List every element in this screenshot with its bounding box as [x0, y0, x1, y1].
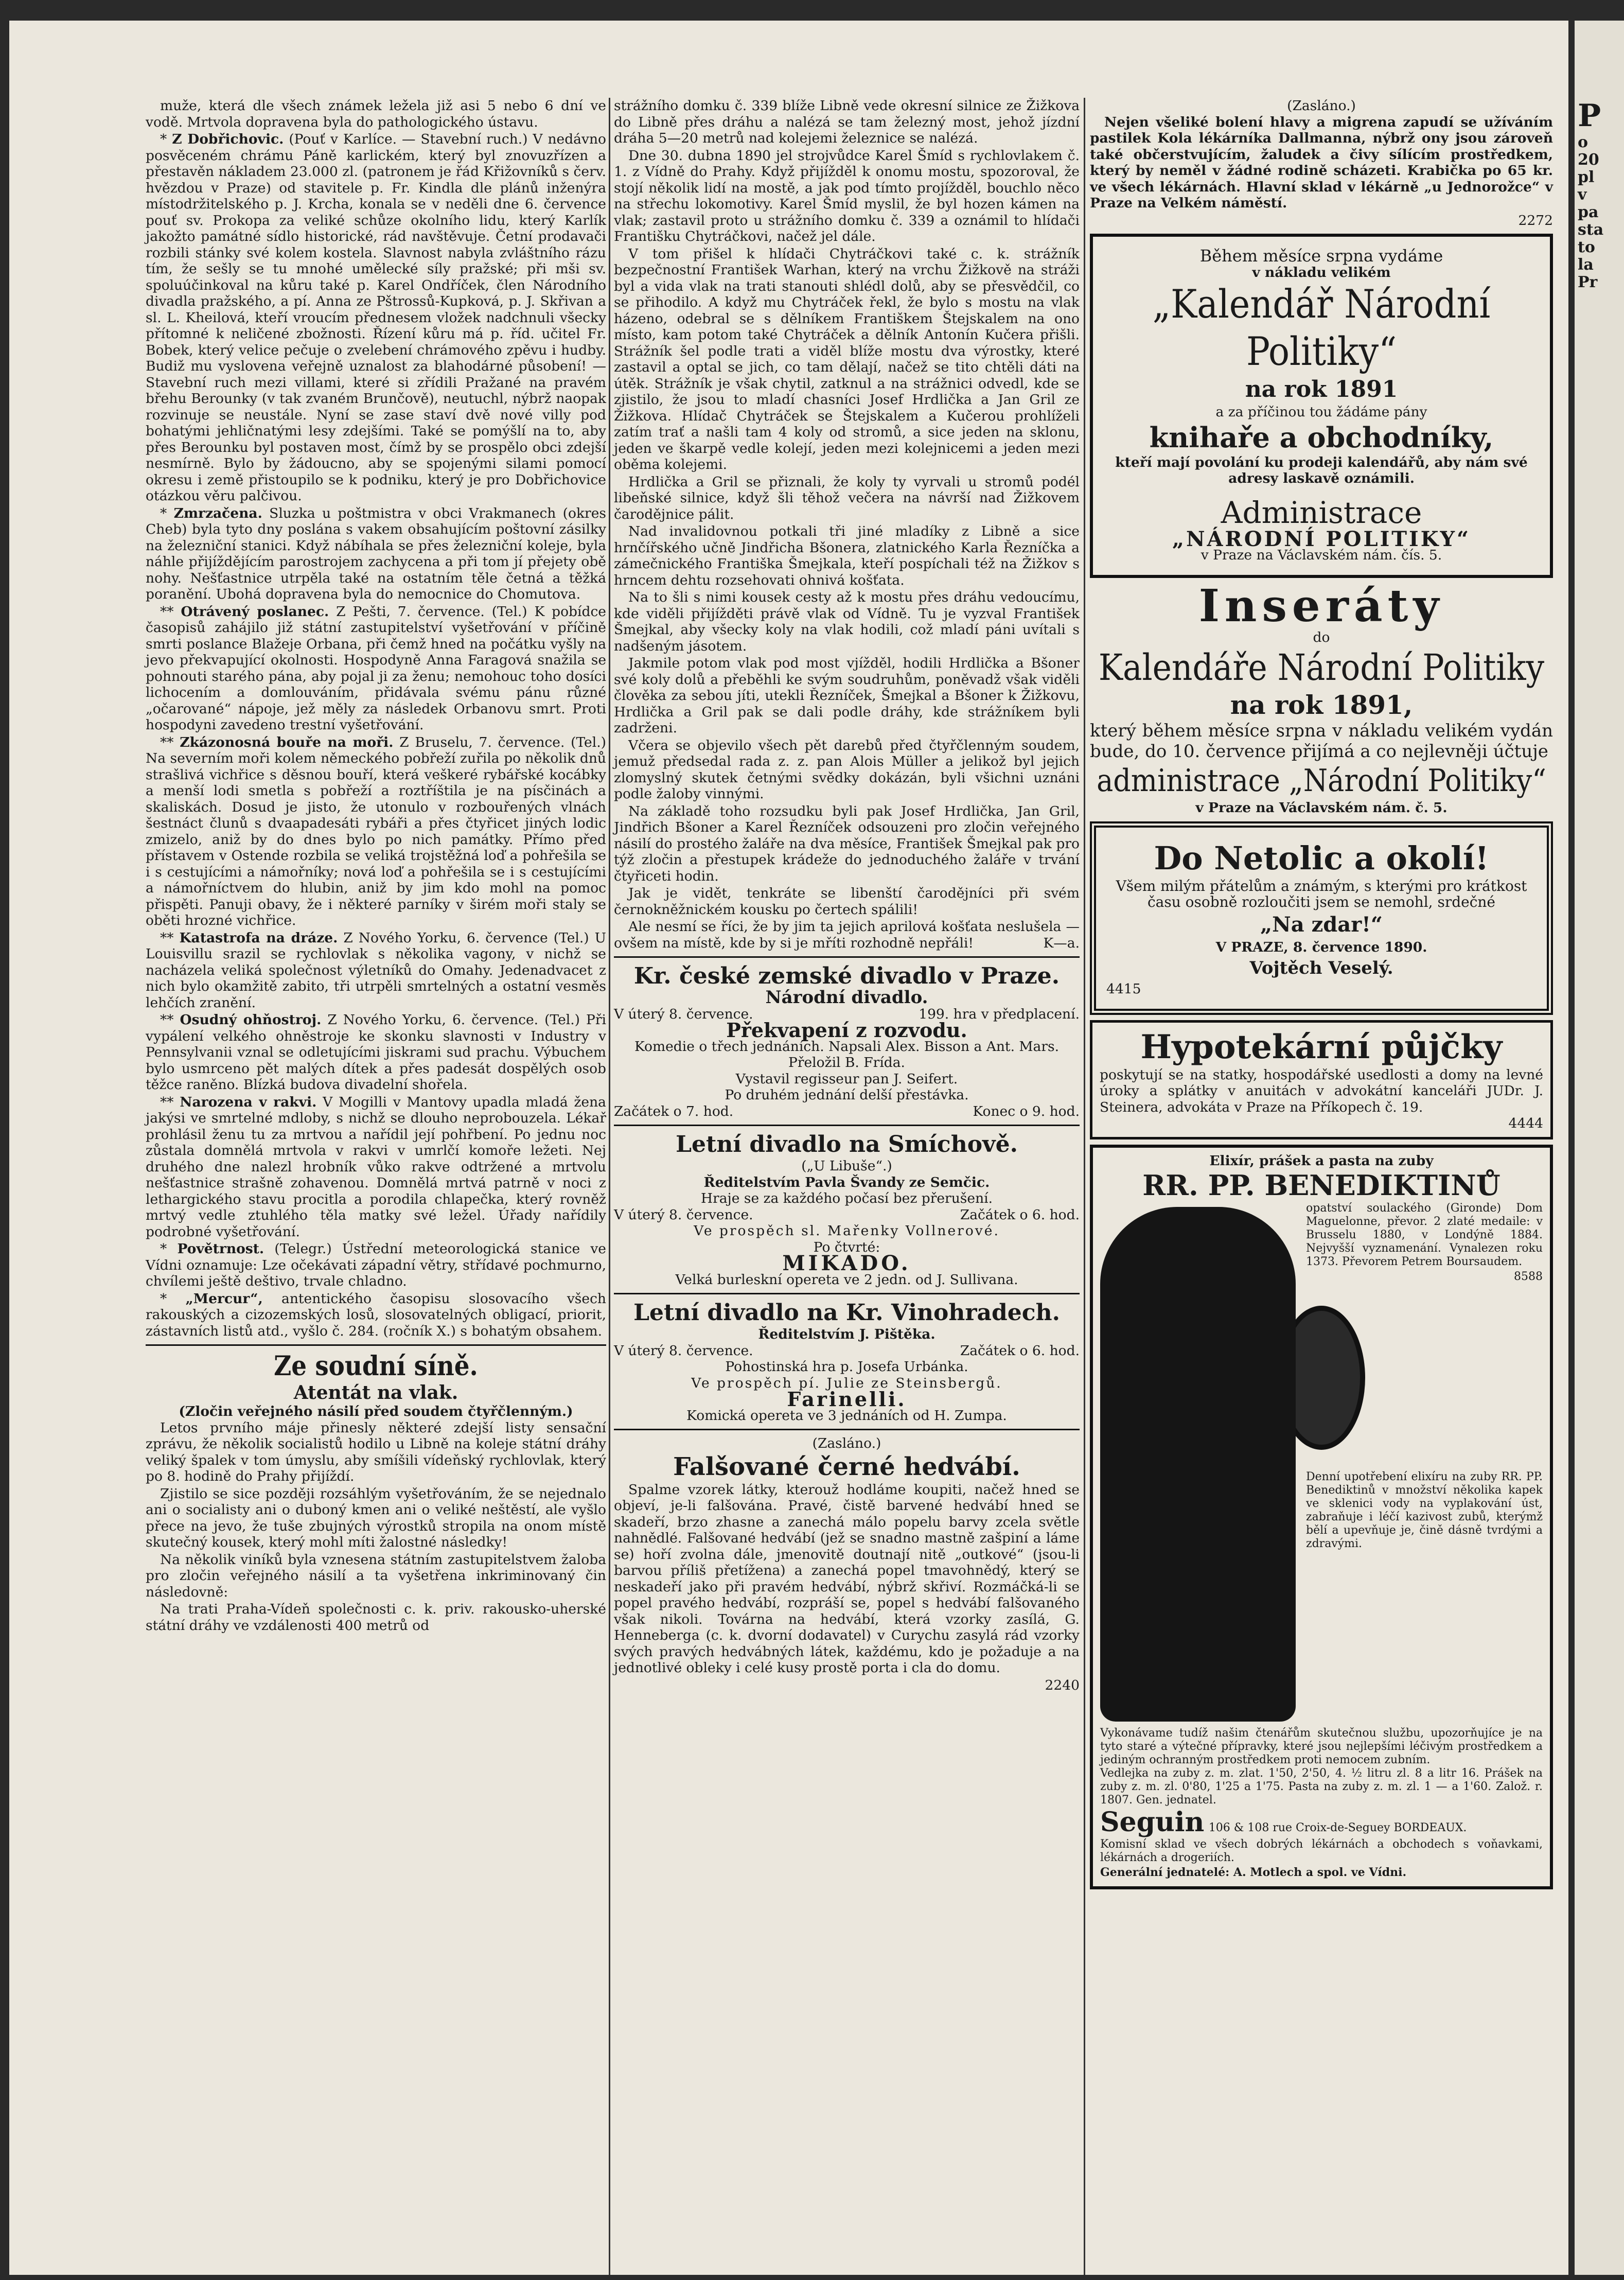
farewell-ad [1090, 821, 1553, 1015]
theatre-3-title: Farinelli. [787, 1388, 907, 1411]
inserty-title: Inseráty [1198, 580, 1444, 632]
seguin-stock: Komisní sklad ve všech dobrých lékárnách a obchodech s voňavkami, lékárnách a drogeriích. [1100, 1838, 1543, 1864]
theatre-2-benefit: Ve prospěch sl. Mařenky Vollnerové. [694, 1223, 1000, 1239]
theatre-1-note: Po druhém jednání delší přestávka. [725, 1087, 969, 1103]
edge-fragment: v [1578, 186, 1587, 204]
inserty-address: v Praze na Václavském nám. č. 5. [1195, 800, 1448, 816]
theatre-1-sub: Národní divadlo. [765, 987, 928, 1008]
theatre-1-times [614, 1103, 1080, 1120]
news-povetrnost: * Povětrnost. (Telegr.) Ústřední meteorologická stanice ve Vídni oznamuje: Lze očekávati západní větry, střídavé pochmurno, chvílemi ještě deštivo, trvale chladno. [146, 1241, 606, 1289]
newspaper-page [9, 21, 1568, 2275]
inserty-do: do [1313, 629, 1330, 645]
theatre-start: Začátek o 6. hod. [960, 1206, 1080, 1223]
article-paragraph: Na několik viníků byla vznesena státním zastupitelstvem žaloba pro zločin veřejného násilí a ta vyšetřena inkriminovaný čin následovně: [146, 1551, 606, 1600]
theatre-2-title: MIKADO. [782, 1251, 911, 1275]
theatre-end: Konec o 9. hod. [973, 1103, 1080, 1119]
news-title: „Mercur“, [185, 1290, 263, 1307]
theatre-1-desc: Komedie o třech jednáních. Napsali Alex. Bisson a Ant. Mars. Přeložil B. Frída. [634, 1038, 1060, 1071]
news-fragment: muže, která dle všech známek ležela již asi 5 nebo 6 dní ve vodě. Mrtvola dopravena byla do pathologického ústavu. [146, 98, 606, 130]
article-signature: K—a. [1043, 935, 1080, 951]
article-paragraph: Včera se objevilo všech pět darebů před čtyřčlenným soudem, jemuž předsedal rada z. z. pan Alois Müller a jelikož byl jejich zlomyslný skutek četnými svědky dokázán, byli všichni uznáni podle žaloby vinnými. [614, 737, 1080, 802]
news-mercur: * „Mercur“, antentického časopisu slosovacího všech rakouských a cizozemských losů, slosovatelných obligací, priorit, zástavních listů atd., vyšlo č. 284. (ročník X.) s bohatým obsahem. [146, 1290, 606, 1339]
administration-name: „NÁRODNÍ POLITIKY“ [1172, 527, 1471, 551]
news-dobrichovice: * Z Dobřichovic. (Pouť v Karlíce. — Stavební ruch.) V nedávno posvěceném chrámu Páně karlickém, který byl znovuzřízen a přestavěn nákladem 23.000 zl. (patronem je řád Křižovníků s červ. hvězdou v Praze) od stavitele p. Fr. Kindla dle plánů inženýra místodržitelského p. J. Krcha, konala se v neděli dne 6. července pouť sv. Prokopa za veliké schůze okolního lidu, který Karlík jakožto památné sídlo historické, rád navštěvuje. Četní prodavači rozbili stánky své kolem kostela. Slavnost nabyla zvláštního rázu tím, že sešly se tu mnohé umělecké síly pražské; při mši sv. spoluúčinkoval na kůru také p. Karel Ondříček, člen Národního divadla pražského, a pí. Anna ze Pštrossů-Kupková, p. J. Skřivan a sl. L. Kheilová, kteří vroucím přednesem vložek nadchnuli všecky přítomné k neličené zbožnosti. Řízení kůru má p. říd. učitel Fr. Bobek, který velice pečuje o zvelebení chrámového zpěvu i hudby. Budiž mu vyslovena veřejně uznalost za blahodárné působení! — Stavební ruch mezi villami, které si zřídili Pražané na pravém břehu Berounky (v tak zvaném Brunčově), neutuchl, nýbrž naopak rozvinuje se neustále. Nyní se zase staví dvě nové villy pod bohatými jehličnatými lesy zdejšími. Také se pomýšlí na to, aby přes Berounku byl postaven most, čímž by se prospělo obci zdejší nesmírně. Bylo by žádoucno, aby se spojenými silami pomocí okresu i země přistoupilo se k podniku, který je pro Dobřichovice otázkou věru palčivou. [146, 131, 606, 504]
theatre-2-name: Letní divadlo na Smíchově. [676, 1131, 1018, 1157]
article-paragraph: Nad invalidovnou potkali tři jiné mladíky z Libně a sice hrnčířského učně Jindřicha Bšonera, zlatnického Karla Řezníčka a zámečnického Františka Šmejkala, kteří pospíchali též na Žižkov s hrncem dehtu rozsehovati ohnivá košťata. [614, 523, 1080, 588]
seguin-address: 106 & 108 rue Croix-de-Seguey BORDEAUX. [1208, 1821, 1467, 1834]
news-body: V Mogilli v Mantovy upadla mladá žena jakýsi ve smrtelné mdloby, s nichž se dlouho neprobouzela. Lékař prohlásil ženu tu za mrtvou a nařídil její pohřbení. Po jednu noc zůstala domnělá mrtvola v rakvi v umrlčí komoře ležeti. Nej druhého dne nalezl hrobník vůko rakve odtržené a mrtvolu nešťastnice strašně zohavenou. Domnělá mrtvá patrně v noci z lethargického stavu procitla a porodila chlapečka, který rovněž mrtvý vedle ztuhlého těla matky své ležel. Úřady nařídily podrobné vyšetřování. [146, 1094, 606, 1240]
article-paragraph: strážního domku č. 339 blíže Libně vede okresní silnice ze Žižkova do Libně přes dráhu a nalézá se tam železný most, jehož jízdní dráha 5—20 metrů nad kolejemi železnice se nalézá. [614, 98, 1080, 146]
inserty-ad [1090, 580, 1553, 816]
news-title: Osudný ohňostroj. [180, 1012, 322, 1028]
article-paragraph: Na základě toho rozsudku byli pak Josef Hrdlička, Jan Gril, Jindřich Bšoner a Karel Řezníček odsouzeni pro zločin veřejného násilí do prostého žaláře na dva měsíce, František Šmejkal pak pro týž zločin a přestupek krádeže do jednoduchého žaláře v trvání čtyřiceti hodin. [614, 803, 1080, 884]
news-body: antentického časopisu slosovacího všech rakouských a cizozemských losů, slosovatelných obligací, priorit, zástavních listů atd., vyšlo č. 284. (ročník X.) s bohatým obsahem. [146, 1290, 606, 1339]
administration-title: Administrace [1221, 495, 1422, 530]
theatre-2-desc: Velká burleskní opereta ve 2 jedn. od J. Sullivana. [675, 1271, 1018, 1288]
hypotecni-ad [1090, 1020, 1553, 1139]
article-subtitle: (Zločin veřejného násilí před soudem čtyřčlenným.) [179, 1404, 573, 1419]
theatre-3-name: Letní divadlo na Kr. Vinohradech. [633, 1300, 1060, 1326]
next-page-edge [1575, 21, 1624, 2275]
edge-fragment: P [1578, 98, 1601, 134]
news-body: Z Pešti, 7. července. (Tel.) K pobídce časopisů zahájilo již státní zastupitelství vyšetřování v příčině smrti poslance Blažeje Orbana, při čemž hned na počátku vyšly na jevo překvapující okolnosti. Hospodyně Anna Faragová snažila se pohnouti starého pána, aby pojal ji za ženu; nemohouc toho dosíci lichocením a domlouváním, přidávala svému pánu různé „očarované“ nápoje, jež měly za následek Orbanovu smrt. Proti hospodyni zavedeno trestní vyšetřování. [146, 603, 606, 733]
ben-ref-number: 8588 [1514, 1270, 1543, 1283]
calendar-intro: Během měsíce srpna vydáme [1199, 246, 1443, 266]
calendar-title: „Kalendář Národní Politiky“ [1152, 281, 1491, 374]
theatre-3-dateline [614, 1343, 1080, 1359]
edge-fragment: Pr [1578, 273, 1598, 291]
theatre-start: Začátek o 6. hod. [960, 1342, 1080, 1359]
silk-ref-number: 2240 [1045, 1677, 1080, 1693]
hypo-ref-number: 4444 [1508, 1115, 1543, 1131]
news-title: Narozena v rakvi. [180, 1094, 317, 1110]
divider [614, 1293, 1080, 1294]
divider [614, 1125, 1080, 1126]
column-right [1090, 98, 1553, 1895]
ben-top: Elixír, prášek a pasta na zuby [1209, 1152, 1434, 1169]
zaslano-label: (Zasláno.) [812, 1435, 881, 1451]
seguin-agent: Generální jednatelé: A. Motlech a spol. ve Vídni. [1100, 1866, 1407, 1879]
news-title: Otrávený poslanec. [181, 603, 329, 620]
article-text: Ale nesmí se říci, že by jim ta jejich aprilová košťata neslušela — ovšem na místě, kde by si je mříti rozhodně nepřáli! [614, 919, 1080, 951]
pastilky-ad: Nejen všeliké bolení hlavy a migrena zapudí se užíváním pastilek Kola lékárníka Dallmanna, nýbrž ony jsou zároveň také občerstvujícím, žaludek a čivy sílícím prostředkem, který by neměl v žádné rodině scházeti. Krabička po 65 kr. ve všech lékárnách. Hlavní sklad v lékárně „u Jednorožce“ v Praze na Velkém náměstí. [1090, 114, 1553, 211]
theatre-3-direction: Ředitelstvím J. Pištěka. [758, 1326, 935, 1342]
theatre-perf: 199. hra v předplacení. [919, 1006, 1080, 1022]
theatre-2-day: Po čtvrté: [813, 1239, 880, 1255]
ben-prices: Vedlejka na zuby z. m. zlat. 1'50, 2'50, 4. ½ litru zl. 8 a litr 16. Prášek na zuby z. m. zl. 0'80, 1'25 a 1'75. Pasta na zuby z. m. zl. 1 — a 1'60. Založ. r. 1807. Gen. jednatel. [1100, 1767, 1543, 1807]
news-body: Z Nového Yorku, 6. července (Tel.) U Louisvillu srazil se rychlovlak s několika vagony, v nichž se nacházela veliká společnost výletníků do Omahy. Jedenadvacet z nich bylo okamžitě zabito, tři utrpěli smrtelných a ostatní vesměs lehčích zranění. [146, 929, 606, 1011]
edge-fragment: la [1578, 256, 1594, 274]
article-paragraph: Jak je vidět, tenkráte se libenští čarodějníci při svém černokněžnickém kousku po čertech spálili! [614, 885, 1080, 918]
farewell-name: Vojtěch Veselý. [1249, 958, 1393, 978]
benediktini-ad [1090, 1145, 1553, 1889]
calendar-ad [1090, 234, 1553, 578]
calendar-target: knihaře a obchodníky, [1149, 420, 1494, 454]
theatre-2-note: Hraje se za každého počasí bez přerušení. [700, 1190, 993, 1206]
edge-fragment: o [1578, 133, 1588, 151]
ben-title: RR. PP. BENEDIKTINŮ [1142, 1169, 1501, 1202]
theatre-date: V úterý 8. července. [614, 1342, 753, 1359]
theatre-1-director: Vystavil regisseur pan J. Seifert. [735, 1071, 958, 1087]
divider [614, 1429, 1080, 1430]
article-paragraph: Hrdlička a Gril se přiznali, že koly ty vyrvali u stromů podél libeňské silnice, když šli těhož večera na návrší nad Žižkovem čarodějnice pálit. [614, 473, 1080, 522]
theatre-2-direction: Ředitelstvím Pavla Švandy ze Semčic. [703, 1174, 990, 1190]
calendar-request: kteří mají povolání ku prodeji kalendářů, aby nám své adresy laskavě oznámili. [1115, 454, 1528, 486]
article-paragraph: Letos prvního máje přinesly některé zdejší listy sensační zprávu, že několik socialistů hodilo u Libně na koleje státní dráhy veliký špalek v tom úmyslu, aby smíšili vídeňský rychlovlak, který po 8. hodině do Prahy přijíždí. [146, 1419, 606, 1484]
farewell-date: V PRAZE, 8. července 1890. [1215, 939, 1427, 955]
divider [146, 1344, 606, 1346]
news-title: Z Dobřichovic. [172, 131, 284, 147]
inserty-year: na rok 1891, [1230, 690, 1413, 720]
news-katastrofa: ** Katastrofa na dráze. Z Nového Yorku, 6. července (Tel.) U Louisvillu srazil se rychlovlak s několika vagony, v nichž se nacházela veliká společnost výletníků do Omahy. Jedenadvacet z nich bylo okamžitě zabito, tři utrpěli smrtelných a ostatní vesměs lehčích zranění. [146, 929, 606, 1011]
theatre-start: Začátek o 7. hod. [614, 1103, 734, 1119]
theatre-date: V úterý 8. července. [614, 1006, 753, 1022]
calendar-year: na rok 1891 [1245, 376, 1398, 402]
edge-fragment: sta [1578, 221, 1604, 239]
silk-heading: Falšované černé hedvábí. [673, 1452, 1020, 1481]
article-paragraph: V tom přišel k hlídači Chytráčkovi také c. k. strážník bezpečnostní František Warhan, který na vrchu Žižkově na stráži byl a vida vlak na trati stanouti shlédl dolů, aby se přesvědčil, co se přihodilo. A když mu Chytráček řekl, že bylo s mostu na vlak házeno, odebral se s dělníkem Františkem Štejskalem na ono místo, kam potom také Chytráček a dělník Antonín Kučera přišli. Strážník šel podle trati a viděl blíže mostu dva výrostky, které zastavil a optal se jich, co tam dělají, načež se tito chtěli dáti na útěk. Strážník je však chytil, zatknul a na strážnici odvedl, kde se zjistilo, že jsou to mladí chasníci Josef Hrdlička a Jan Gril ze Žižkova. Hlídač Chytráček se Štejskalem a Kučerou prohlíželi zatím trať a našli tam 4 koly od stromů, a sice jeden na sklonu, jeden ve škarpě vedle kolejí, jeden mezi kolejnicemi a jeden mezi oběma kolejemi. [614, 245, 1080, 472]
farewell-salute: „Na zdar!“ [1260, 912, 1383, 937]
article-paragraph: Na trati Praha-Vídeň společnosti c. k. priv. rakousko-uherské státní dráhy ve vzdálenosti 400 metrů od [146, 1601, 606, 1634]
news-title: Zmrzačena. [173, 505, 262, 521]
calendar-reason: a za příčinou tou žádáme pány [1215, 404, 1427, 420]
article-paragraph: Jakmile potom vlak pod most vjížděl, hodili Hrdlička a Bšoner své koly dolů a přeběhli ke svým soudruhům, poněvadž však viděli člověka za sebou jíti, utekli Řezníček, Šmejkal a Bšoner k Žižkovu, Hrdlička a Gril pak se dali podle dráhy, kde strážníkem byli zadrženi. [614, 655, 1080, 736]
news-rakvi: ** Narozena v rakvi. V Mogilli v Mantovy upadla mladá žena jakýsi ve smrtelné mdloby, s nichž se dlouho neprobouzela. Lékař prohlásil ženu tu za mrtvou a nařídil její pohřbení. Po jednu noc zůstala domnělá mrtvola v rakvi v umrlčí komoře ležeti. Nej druhého dne nalezl hrobník vůko rakve odtržené a mrtvolu nešťastnice strašně zohavenou. Domnělá mrtvá patrně v noci z lethargického stavu procitla a porodila chlapečka, který rovněž mrtvý vedle ztuhlého těla matky své ležel. Úřady nařídily podrobné vyšetřování. [146, 1094, 606, 1240]
article-paragraph [614, 919, 1080, 951]
column-rule [609, 98, 610, 2275]
inserty-administration: administrace „Národní Politiky“ [1097, 763, 1546, 799]
article-paragraph: Dne 30. dubna 1890 jel strojvůdce Karel Šmíd s rychlovlakem č. 1. z Vídně do Prahy. Když přijížděl k onomu mostu, spozoroval, že stojí několik lidí na mostě, a jak pod tímto projížděl, bouchlo něco na střechu lokomotivy. Karel Šmíd myslil, že byl hozen kámen na vlak; zastavil proto u strážního domku č. 339 a oznámil to hlídači Františku Chytráčkovi, načež jel dále. [614, 147, 1080, 244]
ben-recommend: Vykonávame tudíž našim čtenářům skutečnou službu, upozorňujíce je na tyto staré a výtečné přípravky, které jsou nejlepšími léčivým prostředkem a jediným ochranným prostředkem proti nemocem zubním. [1100, 1727, 1543, 1766]
ben-body: opatství soulackého (Gironde) Dom Maguelonne, převor. 2 zlaté medaile: v Brusselu 1880, v Londýně 1884. Nejvyšší vyznamenání. Vynalezen roku 1373. Převorem Petrem Boursaudem. [1306, 1202, 1543, 1268]
seguin-name: Seguin [1100, 1807, 1205, 1838]
news-ohnostroj: ** Osudný ohňostroj. Z Nového Yorku, 6. července. (Tel.) Při vypálení velkého ohněstroje ke skonku slavnosti v Industry v Pennsylvanii vznal se odletujícími jiskrami sud prachu. Výbuchem bylo usmrceno pět malých dítek a přes padesát dospělých osob těžce raněno. Blízká budova divadelní shořela. [146, 1012, 606, 1093]
silk-body: Spalme vzorek látky, kterouž hodláme koupiti, načež hned se objeví, je-li falšována. Pravé, čistě barvené hedvábí hned se skadeří, brzo zhasne a zanechá málo popelu barvy zcela světle nahnědlé. Falšované hedvábí (jež se snadno mastně zašpiní a láme se) hoří zvolna dále, jmenovitě doutnají nitě „outkové“ (jsou-li barvou příliš přetížena) a zanechá popel tmavohnědý, který se neskadeří jako při pravém hedvábí, nýbrž skřiví. Rozmáčká-li se popel pravého hedvábí, rozpráší se, popel s hedvábí falšovaného však nikoli. Továrna na hedvábí, která vzorky zasílá, G. Henneberga (c. k. dvorní dodavatel) v Curychu zasylá rád vzorky svých pravých hedvábných látek, každému, kdo je požaduje a na jednotlivé obleky i celé kusy prostě porta i cla do domu. [614, 1481, 1080, 1676]
news-body: (Pouť v Karlíce. — Stavební ruch.) V nedávno posvěceném chrámu Páně karlickém, který byl znovuzřízen a přestavěn nákladem 23.000 zl. (patronem je řád Křižovníků s červ. hvězdou v Praze) od stavitele p. Fr. Kindla dle plánů inženýra místodržitelského p. J. Krcha, konala se v neděli dne 6. července pouť sv. Prokopa za veliké schůze okolního lidu, který Karlík jakožto památné sídlo historické, rád navštěvuje. Četní prodavači rozbili stánky své kolem kostela. Slavnost nabyla zvláštního rázu tím, že sešly se tu mnohé umělecké síly pražské; při mši sv. spoluúčinkoval na kůru také p. Karel Ondříček, člen Národního divadla pražského, a pí. Anna ze Pštrossů-Kupková, p. J. Skřivan a sl. L. Kheilová, kteří vroucím přednesem vložek nadchnuli všecky přítomné k neličené zbožnosti. Řízení kůru má p. říd. učitel Fr. Bobek, který velice pečuje o zvelebení chrámového zpěvu i hudby. Budiž mu vyslovena veřejně uznalost za blahodárné působení! — Stavební ruch mezi villami, které si zřídili Pražané na pravém břehu Berounky (v tak zvaném Brunčově), neutuchl, nýbrž naopak rozvinuje se neustále. Nyní se zase staví dvě nové villy pod bohatými jehličnatými lesy zdejšími. Také se pomýšlí na to, aby přes Berounku byl postaven most, čímž by se prospělo obci zdejší nesmírně. Bylo by žádoucno, aby se spojenými silami pomocí okresu i země přistoupilo se k podniku, který je pro Dobřichovice otázkou věru palčivou. [146, 131, 606, 504]
news-body: (Telegr.) Ústřední meteorologická stanice ve Vídni oznamuje: Lze očekávati západní větry, střídavé pochmurno, chvílemi ještě deštivo, trvale chladno. [146, 1241, 606, 1289]
pastilky-ref-number: 2272 [1518, 212, 1553, 229]
edge-fragment: 20 [1578, 151, 1599, 169]
theatre-2-sub: („U Libuše“.) [801, 1158, 892, 1174]
column-left [146, 98, 606, 1635]
article-paragraph: Zjistilo se sice později rozsáhlým vyšetřováním, že se nejednalo ani o socialisty ani o duboný kmen ani o veliké neštěstí, ale vyšlo přece na jevo, že tuše zbujných výrostků stropila na onom místě skutečný kousek, který mohl míti žalostné následky! [146, 1485, 606, 1550]
hypo-title: Hypotekární půjčky [1140, 1027, 1503, 1066]
article-title: Atentát na vlak. [293, 1382, 458, 1404]
hypo-body: poskytují se na statky, hospodářské usedlosti a domy na levné úroky a splátky v anuitách v advokátní kanceláři JUDr. J. Steinera, advokáta v Praze na Příkopech č. 19. [1100, 1066, 1543, 1115]
edge-fragment: to [1578, 238, 1595, 256]
news-title: Povětrnost. [177, 1241, 264, 1257]
inserty-calendar: Kalendáře Národní Politiky [1098, 646, 1545, 689]
theatre-1-title: Překvapení z rozvodu. [726, 1019, 967, 1042]
theatre-date: V úterý 8. července. [614, 1206, 753, 1223]
calendar-intro-2: v nákladu velikém [1252, 264, 1391, 280]
edge-fragment: pa [1578, 203, 1599, 221]
theatre-2-dateline [614, 1207, 1080, 1223]
zaslano-label: (Zasláno.) [1287, 98, 1356, 114]
section-heading: Ze soudní síně. [274, 1351, 478, 1382]
theatre-3-benefit: Ve prospěch pí. Julie ze Steinsbergů. [691, 1375, 1002, 1391]
news-zmrzacena: * Zmrzačena. Sluzka u poštmistra v obci Vrakmanech (okres Cheb) byla tyto dny poslána s vakem obsahujícím poštovní zásilky na železniční stanici. Když nábíhala se přes železniční koleje, byla náhle přijíždějícím parostrojem zachycena a při tom jí přejety obě nohy. Nešťastnice utrpěla také na ostatním těle četná a těžká poranění. Ubohá dopravena byla do nemocnice do Chomutova. [146, 505, 606, 602]
news-title: Zkázonosná bouře na moři. [180, 734, 394, 750]
divider [614, 956, 1080, 958]
benedictine-monk-figure [1100, 1207, 1296, 1722]
administration-address: v Praze na Václavském nám. čís. 5. [1201, 547, 1442, 563]
edge-fragment: pl [1578, 168, 1595, 186]
farewell-title: Do Netolic a okolí! [1154, 839, 1489, 877]
farewell-body: Všem milým přátelům a známým, s kterými pro krátkost času osobně rozloučiti jsem se nemohl, srdečné [1116, 877, 1527, 910]
farewell-ref-number: 4415 [1106, 981, 1141, 997]
column-rule [1084, 98, 1085, 2275]
news-otraveny: ** Otrávený poslanec. Z Pešti, 7. července. (Tel.) K pobídce časopisů zahájilo již státní zastupitelství vyšetřování v příčině smrti poslance Blažeje Orbana, při čemž hned na počátku vyšly na jevo překvapující okolnosti. Hospodyně Anna Faragová snažila se pohnouti starého pána, aby pojal ji za ženu; nemohouc toho dosíci lichocením a domlouváním, přidávala svému pánu různé „očarované“ nápoje, jež měly za následek Orbanovu smrt. Proti hospodyni zavedeno trestní vyšetřování. [146, 603, 606, 733]
column-middle [614, 98, 1080, 1693]
news-title: Katastrofa na dráze. [179, 929, 338, 946]
theatre-3-guest: Pohostinská hra p. Josefa Urbánka. [725, 1359, 968, 1375]
theatre-3-desc: Komická opereta ve 3 jednáních od H. Zumpa. [686, 1407, 1007, 1424]
article-paragraph: Na to šli s nimi kousek cesty až k mostu přes dráhu vedoucímu, kde viděli přijížděti právě vlak od Vídně. Tu je vyzval František Šmejkal, aby všecky koly na vlak hodili, což mladí páni uvítali s nadšeným jásotem. [614, 589, 1080, 654]
theatre-1-name: Kr. české zemské divadlo v Praze. [633, 963, 1060, 989]
ben-use: Denní upotřebení elixíru na zuby RR. PP. Benediktinů v množství několika kapek ve sklenici vody na vyplakování úst, zabraňuje i léčí kazivost zubů, kterýmž bělí a upevňuje je, čině dásně tvrdými a zdravými. [1306, 1470, 1543, 1550]
news-body: Z Nového Yorku, 6. července. (Tel.) Při vypálení velkého ohněstroje ke skonku slavnosti v Industry v Pennsylvanii vznal se odletujícími jiskrami sud prachu. Výbuchem bylo usmrceno pět malých dítek a přes padesát dospělých osob těžce raněno. Blízká budova divadelní shořela. [146, 1012, 606, 1093]
news-boure: ** Zkázonosná bouře na moři. Z Bruselu, 7. července. (Tel.) Na severním moři kolem německého pobřeží zuřila po několik dnů strašlivá vichřice s děsnou bouří, která veškeré rybářské kocábky a menší lodi smetla s pobřeží a roztříštila je na písčinách a skaliskách. Dosud je jisto, že utonulo v rozbouřených vlnách šestnáct člunů s dvaapadesáti rybáři a přes čtyřicet jiných lodic zmizelo, aniž by do dnes bylo po nich památky. Přímo před přístavem v Ostende rozbila se veliká trojstěžná loď a pohřešila se i s cestujícími a námořníky; nová loď a pohřešila se i s cestujícími a námořníctvem do hlubin, aniž by jim kdo mohl na pomoc přispěti. Panuji obavy, že i některé parníky v širém moři staly se oběti hrozné vichřice. [146, 734, 606, 928]
news-body: Sluzka u poštmistra v obci Vrakmanech (okres Cheb) byla tyto dny poslána s vakem obsahujícím poštovní zásilky na železniční stanici. Když nábíhala se přes železniční koleje, byla náhle přijíždějícím parostrojem zachycena a při tom jí přejety obě nohy. Nešťastnice utrpěla také na ostatním těle četná a těžká poranění. Ubohá dopravena byla do nemocnice do Chomutova. [146, 505, 606, 602]
inserty-body: který během měsíce srpna v nákladu velikém vydán bude, do 10. července přijímá a co nejlevněji účtuje [1090, 721, 1553, 762]
news-body: Z Bruselu, 7. července. (Tel.) Na severním moři kolem německého pobřeží zuřila po několik dnů strašlivá vichřice s děsnou bouří, která veškeré rybářské kocábky a menší lodi smetla s pobřeží a roztříštila je na písčinách a skaliskách. Dosud je jisto, že utonulo v rozbouřených vlnách šestnáct člunů s dvaapadesáti rybáři a přes čtyřicet jiných lodic zmizelo, aniž by do dnes bylo po nich památky. Přímo před přístavem v Ostende rozbila se veliká trojstěžná loď a pohřešila se i s cestujícími a námořníky; nová loď a pohřešila se i s cestujícími a námořníctvem do hlubin, aniž by jim kdo mohl na pomoc přispěti. Panuji obavy, že i některé parníky v širém moři staly se oběti hrozné vichřice. [146, 734, 606, 928]
